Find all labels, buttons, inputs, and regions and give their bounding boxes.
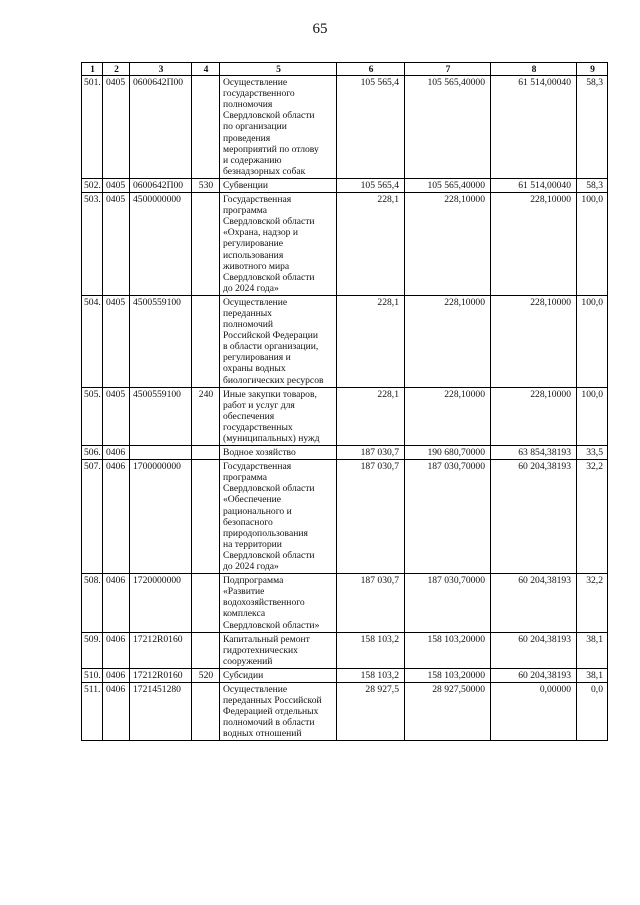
header-cell: 7: [405, 63, 491, 76]
item-name-cell: [220, 632, 337, 668]
planned-amount-cell: 187 030,7: [337, 446, 405, 460]
budget-table: [81, 62, 608, 741]
row-number-cell: 510.: [82, 668, 103, 682]
table-row: [82, 446, 608, 460]
planned-amount-cell: 187 030,7: [337, 460, 405, 574]
table-row: [82, 76, 608, 179]
section-code-cell: 0406: [103, 668, 130, 682]
executed-amount-cell: 228,10000: [491, 295, 577, 387]
item-name-line: Водное хозяйство: [223, 447, 296, 459]
item-name-line: Свердловской области: [223, 110, 315, 122]
item-name-line: переданных: [223, 307, 272, 319]
item-name-line: использования: [223, 249, 284, 261]
item-name-line: биологических ресурсов: [223, 374, 324, 386]
executed-amount-cell: 0,00000: [491, 682, 577, 740]
expense-type-cell: [192, 632, 220, 668]
percent-cell: 33,5: [577, 446, 608, 460]
expense-type-cell: [192, 682, 220, 740]
item-name-line: Иные закупки товаров,: [223, 388, 317, 400]
item-name-line: безопасного: [223, 516, 273, 528]
planned-amount-cell: 105 565,4: [337, 178, 405, 192]
table-row: [82, 574, 608, 632]
item-name-line: «Охрана, надзор и: [223, 227, 299, 239]
executed-amount-cell: 61 514,00040: [491, 76, 577, 179]
table-row: [82, 387, 608, 445]
item-name-cell: [220, 460, 337, 574]
planned-amount-cell: 228,1: [337, 193, 405, 296]
target-code-cell: 1721451280: [130, 682, 192, 740]
item-name-line: до 2024 года»: [223, 561, 279, 573]
target-code-cell: 1720000000: [130, 574, 192, 632]
item-name-cell: [220, 574, 337, 632]
percent-cell: 32,2: [577, 460, 608, 574]
row-number-cell: 511.: [82, 682, 103, 740]
percent-cell: 38,1: [577, 632, 608, 668]
refined-amount-cell: 105 565,40000: [405, 76, 491, 179]
item-name-line: комплекса: [223, 608, 266, 620]
section-code-cell: 0406: [103, 632, 130, 668]
target-code-cell: 17212R0160: [130, 668, 192, 682]
item-name-line: Капитальный ремонт: [223, 633, 310, 645]
refined-amount-cell: 158 103,20000: [405, 632, 491, 668]
item-name-line: Субвенции: [223, 179, 268, 191]
item-name-line: водных отношений: [223, 728, 302, 740]
row-number-cell: 509.: [82, 632, 103, 668]
header-cell: 9: [577, 63, 608, 76]
item-name-cell: [220, 668, 337, 682]
planned-amount-cell: 105 565,4: [337, 76, 405, 179]
table-body: [82, 63, 608, 741]
expense-type-cell: [192, 446, 220, 460]
executed-amount-cell: 63 854,38193: [491, 446, 577, 460]
item-name-line: мероприятий по отлову: [223, 143, 319, 155]
target-code-cell: 1700000000: [130, 460, 192, 574]
refined-amount-cell: 105 565,40000: [405, 178, 491, 192]
target-code-cell: 17212R0160: [130, 632, 192, 668]
table-row: [82, 682, 608, 740]
item-name-line: Осуществление: [223, 77, 288, 89]
refined-amount-cell: 228,10000: [405, 387, 491, 445]
percent-cell: 0,0: [577, 682, 608, 740]
target-code-cell: 4500559100: [130, 387, 192, 445]
refined-amount-cell: 228,10000: [405, 193, 491, 296]
item-name-line: безнадзорных собак: [223, 165, 306, 177]
row-number-cell: 504.: [82, 295, 103, 387]
table-row: [82, 668, 608, 682]
item-name-line: регулирования и: [223, 352, 291, 364]
item-name-line: программа: [223, 205, 268, 217]
header-cell: 1: [82, 63, 103, 76]
item-name-line: полномочий в области: [223, 717, 315, 729]
target-code-cell: 4500000000: [130, 193, 192, 296]
planned-amount-cell: 28 927,5: [337, 682, 405, 740]
planned-amount-cell: 158 103,2: [337, 632, 405, 668]
executed-amount-cell: 60 204,38193: [491, 460, 577, 574]
item-name-line: «Развитие: [223, 586, 265, 598]
item-name-line: по организации: [223, 121, 287, 133]
expense-type-cell: [192, 574, 220, 632]
header-cell: 2: [103, 63, 130, 76]
item-name-line: проведения: [223, 132, 271, 144]
section-code-cell: 0406: [103, 446, 130, 460]
item-name-line: до 2024 года»: [223, 282, 279, 294]
header-cell: 5: [220, 63, 337, 76]
table-row: [82, 460, 608, 574]
row-number-cell: 507.: [82, 460, 103, 574]
item-name-line: Осуществление: [223, 683, 288, 695]
target-code-cell: 0600642П00: [130, 76, 192, 179]
item-name-line: программа: [223, 472, 268, 484]
section-code-cell: 0405: [103, 76, 130, 179]
item-name-line: полномочий: [223, 319, 274, 331]
header-cell: 4: [192, 63, 220, 76]
target-code-cell: [130, 446, 192, 460]
executed-amount-cell: 60 204,38193: [491, 632, 577, 668]
section-code-cell: 0406: [103, 460, 130, 574]
executed-amount-cell: 60 204,38193: [491, 668, 577, 682]
target-code-cell: 4500559100: [130, 295, 192, 387]
refined-amount-cell: 158 103,20000: [405, 668, 491, 682]
section-code-cell: 0406: [103, 682, 130, 740]
percent-cell: 100,0: [577, 295, 608, 387]
row-number-cell: 501.: [82, 76, 103, 179]
item-name-line: животного мира: [223, 260, 290, 272]
percent-cell: 100,0: [577, 387, 608, 445]
item-name-line: Российской Федерации: [223, 330, 318, 342]
item-name-line: Федерацией отдельных: [223, 706, 319, 718]
item-name-line: на территории: [223, 538, 282, 550]
item-name-line: государственных: [223, 421, 293, 433]
row-number-cell: 503.: [82, 193, 103, 296]
item-name-cell: [220, 387, 337, 445]
item-name-line: «Обеспечение: [223, 494, 281, 506]
refined-amount-cell: 187 030,70000: [405, 460, 491, 574]
refined-amount-cell: 228,10000: [405, 295, 491, 387]
section-code-cell: 0405: [103, 193, 130, 296]
item-name-cell: [220, 682, 337, 740]
planned-amount-cell: 158 103,2: [337, 668, 405, 682]
item-name-cell: [220, 178, 337, 192]
section-code-cell: 0405: [103, 178, 130, 192]
planned-amount-cell: 228,1: [337, 295, 405, 387]
header-cell: 6: [337, 63, 405, 76]
table-row: [82, 295, 608, 387]
item-name-line: охраны водных: [223, 363, 286, 375]
item-name-line: Свердловской области: [223, 216, 315, 228]
item-name-line: Субсидии: [223, 669, 264, 681]
item-name-line: гидротехнических: [223, 644, 298, 656]
header-cell: 8: [491, 63, 577, 76]
item-name-line: водохозяйственного: [223, 597, 305, 609]
item-name-line: Подпрограмма: [223, 575, 284, 587]
section-code-cell: 0406: [103, 574, 130, 632]
percent-cell: 58,3: [577, 76, 608, 179]
table-row: [82, 193, 608, 296]
section-code-cell: 0405: [103, 295, 130, 387]
planned-amount-cell: 187 030,7: [337, 574, 405, 632]
refined-amount-cell: 187 030,70000: [405, 574, 491, 632]
header-row: [82, 63, 608, 76]
item-name-cell: [220, 446, 337, 460]
item-name-line: Осуществление: [223, 296, 288, 308]
item-name-line: Свердловской области: [223, 483, 315, 495]
item-name-line: государственного: [223, 88, 295, 100]
expense-type-cell: 520: [192, 668, 220, 682]
executed-amount-cell: 60 204,38193: [491, 574, 577, 632]
item-name-line: переданных Российской: [223, 695, 322, 707]
item-name-line: полномочия: [223, 99, 273, 111]
executed-amount-cell: 228,10000: [491, 387, 577, 445]
row-number-cell: 505.: [82, 387, 103, 445]
planned-amount-cell: 228,1: [337, 387, 405, 445]
percent-cell: 100,0: [577, 193, 608, 296]
item-name-line: Свердловской области»: [223, 619, 320, 631]
item-name-cell: [220, 193, 337, 296]
item-name-cell: [220, 295, 337, 387]
expense-type-cell: [192, 460, 220, 574]
item-name-line: регулирование: [223, 238, 284, 250]
item-name-line: (муниципальных) нужд: [223, 433, 320, 444]
percent-cell: 58,3: [577, 178, 608, 192]
row-number-cell: 508.: [82, 574, 103, 632]
item-name-line: Государственная: [223, 461, 292, 473]
expense-type-cell: [192, 193, 220, 296]
item-name-line: рационального и: [223, 505, 292, 517]
header-cell: 3: [130, 63, 192, 76]
expense-type-cell: 240: [192, 387, 220, 445]
item-name-cell: [220, 76, 337, 179]
row-number-cell: 502.: [82, 178, 103, 192]
item-name-line: Свердловской области: [223, 271, 315, 283]
expense-type-cell: [192, 295, 220, 387]
row-number-cell: 506.: [82, 446, 103, 460]
item-name-line: природопользования: [223, 527, 308, 539]
item-name-line: в области организации,: [223, 341, 319, 353]
item-name-line: Государственная: [223, 194, 292, 206]
expense-type-cell: 530: [192, 178, 220, 192]
target-code-cell: 0600642П00: [130, 178, 192, 192]
refined-amount-cell: 190 680,70000: [405, 446, 491, 460]
executed-amount-cell: 228,10000: [491, 193, 577, 296]
page-number: 65: [312, 21, 328, 37]
section-code-cell: 0405: [103, 387, 130, 445]
item-name-line: сооружений: [223, 655, 273, 667]
refined-amount-cell: 28 927,50000: [405, 682, 491, 740]
table-row: [82, 632, 608, 668]
percent-cell: 38,1: [577, 668, 608, 682]
table-row: [82, 178, 608, 192]
item-name-line: обеспечения: [223, 410, 275, 422]
item-name-line: и содержанию: [223, 154, 282, 166]
percent-cell: 32,2: [577, 574, 608, 632]
item-name-line: работ и услуг для: [223, 399, 295, 411]
executed-amount-cell: 61 514,00040: [491, 178, 577, 192]
expense-type-cell: [192, 76, 220, 179]
item-name-line: Свердловской области: [223, 549, 315, 561]
